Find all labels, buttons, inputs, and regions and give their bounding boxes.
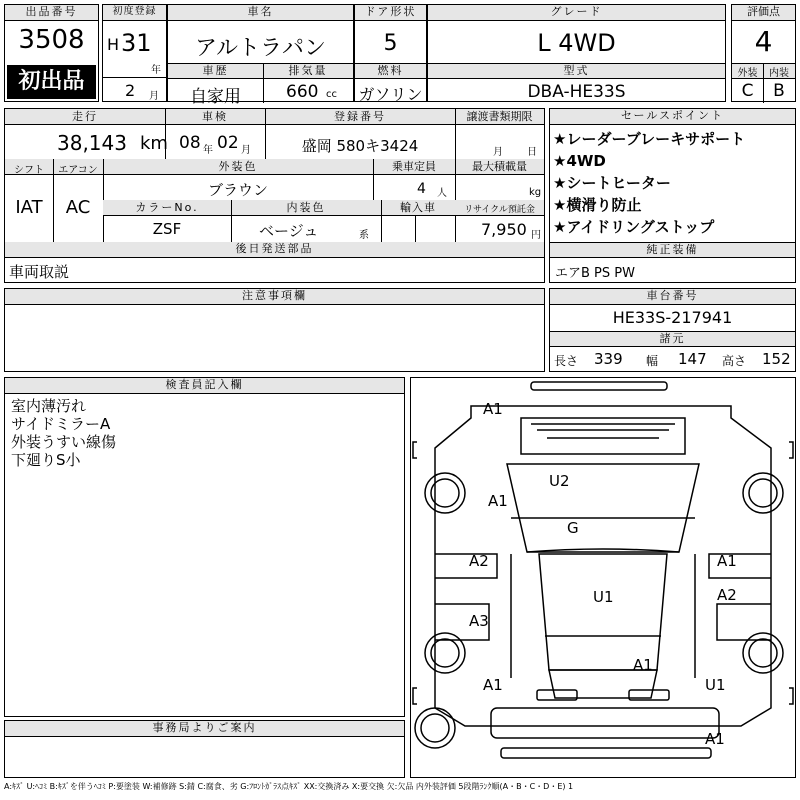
color-value: ブラウン [207, 181, 268, 199]
inspect-month-unit: 月 [241, 145, 251, 156]
chassis-label: 車台番号 [550, 289, 795, 305]
mark-right-rear-door: A2 [717, 586, 737, 604]
equip-value: エアB PS PW [555, 266, 635, 281]
first-reg-box [102, 4, 167, 102]
ext-label: 外装 [737, 68, 758, 79]
model-value: DBA-HE33S [527, 82, 626, 102]
sales-point: ★レーダーブレーキサポート [553, 130, 746, 148]
notes-label: 注意事項欄 [5, 289, 544, 305]
first-reg-label: 初度登録 [103, 5, 166, 21]
lot-box [4, 4, 99, 102]
grade-label: グレード [428, 5, 725, 21]
equip-label: 純正装備 [550, 242, 795, 258]
ac-value: AC [65, 197, 91, 218]
int-label: 内装 [769, 68, 789, 79]
name-box [167, 4, 354, 107]
ext-grade: C [741, 81, 754, 101]
notes-box [4, 288, 545, 372]
mark-glass: G [567, 519, 579, 537]
score-value: 4 [754, 25, 773, 58]
mark-body: U1 [593, 588, 614, 606]
month-unit: 月 [149, 91, 159, 102]
int-color-label: 内装色 [286, 201, 326, 214]
dims-label: 諸元 [550, 331, 795, 347]
import-label: 輸入車 [400, 201, 436, 214]
inspector-line: 下廻りS小 [11, 451, 81, 469]
inspect-year-unit: 年 [203, 145, 213, 156]
mark-roof: U2 [549, 472, 570, 490]
transfer-month: 月 [493, 147, 503, 158]
int-color-unit: 系 [359, 230, 369, 241]
door-box [354, 4, 427, 102]
color-label: 外装色 [218, 160, 258, 173]
history-label: 車歴 [202, 64, 229, 77]
inspect-year: 08 [179, 133, 201, 153]
details-grid [4, 108, 545, 283]
mark-rear-bumper: A1 [705, 730, 725, 748]
fuel-value: ガソリン [358, 85, 423, 104]
inspector-line: 外装うすい線傷 [11, 433, 117, 451]
era: H [107, 35, 120, 54]
recycle-label: リサイクル預託金 [464, 205, 535, 215]
load-unit: kg [529, 187, 542, 198]
mark-rear: A1 [633, 656, 653, 674]
grade-box [427, 4, 726, 102]
sales-label: セールスポイント [550, 109, 795, 125]
ac-label: エアコン [58, 165, 98, 176]
lot-label: 出品番号 [5, 5, 98, 21]
disp-value: 660 [286, 82, 319, 102]
chassis-value: HE33S-217941 [612, 308, 733, 327]
mileage-label: 走行 [72, 110, 98, 123]
color-no-label: カラーNo. [135, 201, 199, 214]
int-grade: B [773, 81, 785, 101]
car-name: アルトラパン [194, 36, 327, 61]
later-value: 車両取説 [9, 263, 70, 281]
mark-left-fender: A1 [488, 492, 508, 510]
recycle-value: 7,950 [481, 220, 527, 239]
first-reg-month: 2 [125, 81, 136, 100]
fuel-label: 燃料 [355, 63, 426, 79]
hgt-value: 152 [762, 350, 791, 368]
disp-unit: cc [326, 89, 337, 100]
inspector-notes [11, 397, 116, 469]
mark-left-quarter: A1 [483, 676, 503, 694]
disp-label: 排気量 [288, 64, 328, 77]
mark-front: A1 [483, 400, 503, 418]
sales-point: ★横滑り防止 [553, 196, 642, 214]
score-label: 評価点 [732, 5, 795, 21]
car-outline [411, 378, 795, 777]
header-grid [4, 4, 796, 107]
hgt-label: 高さ [722, 354, 747, 368]
grade-value: L 4WD [537, 29, 616, 57]
transfer-day: 日 [527, 147, 537, 158]
seat-value: 4 [417, 181, 426, 197]
inspect-label: 車検 [202, 110, 228, 123]
first-sale-badge: 初出品 [7, 65, 96, 99]
wid-value: 147 [678, 350, 707, 368]
recycle-unit: 円 [531, 230, 541, 241]
score-box [731, 4, 796, 102]
inspector-line: 室内薄汚れ [11, 397, 87, 415]
legend: A:ｷｽﾞ U:ﾍｺﾐ B:ｷｽﾞを伴うﾍｺﾐ P:要塗装 W:補修跡 S:錆 C:腐食、劣 G:ﾌﾛﾝﾄｶﾞﾗｽ点ｷｽﾞ XX:交換済み X:要交換 欠:欠品 内外装評価 5段階ﾗﾝｸ順(A・B・C・D・E) 1 [4, 782, 574, 791]
name-label: 車名 [168, 5, 353, 21]
int-color-value: ベージュ [259, 222, 319, 240]
office-box [4, 720, 405, 778]
inspector-box [4, 377, 405, 717]
sales-box [549, 108, 796, 283]
first-reg-year: 31 [121, 29, 152, 57]
inspector-label: 検査員記入欄 [5, 378, 404, 394]
office-label: 事務局よりご案内 [5, 721, 404, 737]
load-label: 最大積載量 [472, 160, 527, 173]
sales-points [553, 128, 745, 238]
door-label: ドア形状 [355, 5, 426, 21]
mark-right-door: A1 [717, 552, 737, 570]
sales-point: ★シートヒーター [553, 174, 671, 192]
plate-value: 盛岡 580キ3424 [301, 137, 419, 155]
mileage-unit: km [140, 133, 168, 154]
plate-label: 登録番号 [334, 110, 386, 123]
len-value: 339 [594, 350, 623, 368]
door-value: 5 [383, 31, 398, 56]
mark-left-rear-door: A3 [469, 612, 489, 630]
sales-point: ★4WD [553, 152, 606, 170]
seat-unit: 人 [437, 188, 447, 199]
color-no-value: ZSF [152, 220, 182, 238]
seat-label: 乗車定員 [392, 160, 436, 173]
lot-number: 3508 [18, 25, 85, 55]
model-label: 型式 [428, 63, 725, 79]
sales-point: ★アイドリングストップ [553, 218, 715, 236]
inspector-line: サイドミラーA [11, 415, 111, 433]
chassis-box [549, 288, 796, 372]
car-diagram [410, 377, 796, 778]
mileage-value: 38,143 [57, 131, 127, 155]
mark-left-door: A2 [469, 552, 489, 570]
year-unit: 年 [151, 65, 161, 76]
inspect-month: 02 [217, 133, 239, 153]
len-label: 長さ [554, 354, 579, 368]
mark-right-quarter: U1 [705, 676, 726, 694]
later-label: 後日発送部品 [5, 242, 544, 258]
shift-value: IAT [15, 197, 43, 218]
wid-label: 幅 [646, 354, 659, 368]
shift-label: シフト [14, 165, 44, 176]
history-value: 自家用 [190, 87, 241, 107]
transfer-label: 譲渡書類期限 [466, 110, 533, 123]
